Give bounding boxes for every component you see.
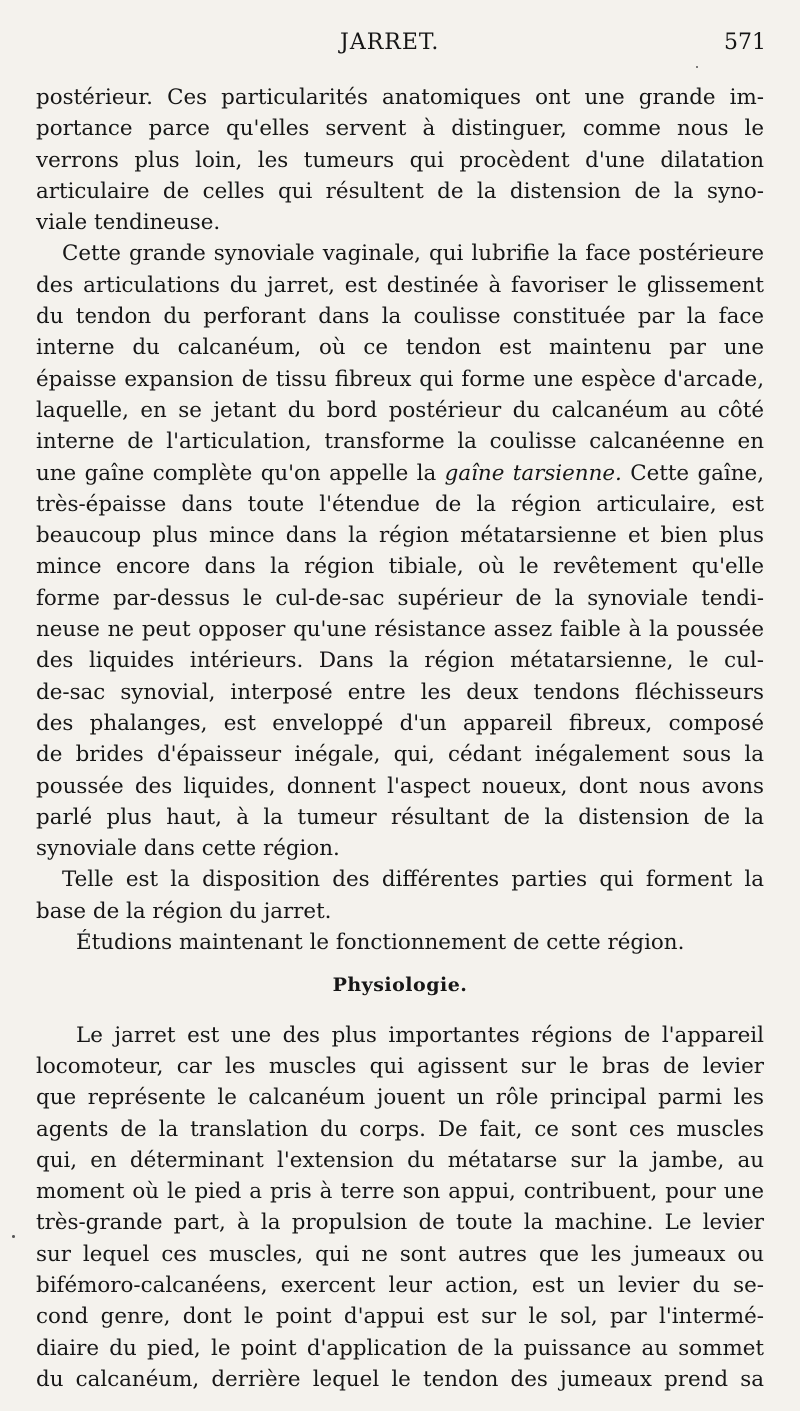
paragraph-disposition [36,864,764,927]
body-text [36,82,764,1395]
paragraph-physiologie [36,1020,764,1396]
text-line: bifémoro-calcanéens, exercent leur action, est un levier du se- [36,1272,764,1298]
text-line: qui, en déterminant l'extension du métatarse sur la jambe, au [36,1147,764,1173]
print-speck [696,66,698,68]
text-line: cond genre, dont le point d'appui est sur le sol, par l'intermé- [36,1304,764,1330]
paragraph-continuation [36,82,764,238]
text-line: interne du calcanéum, où ce tendon est maintenu par une [36,335,764,361]
text-line: agents de la translation du corps. De fait, ce sont ces muscles [36,1116,764,1142]
text-line: de-sac synovial, interposé entre les deux tendons fléchisseurs [36,679,764,705]
text-line: locomoteur, car les muscles qui agissent sur le bras de levier [36,1053,764,1079]
running-header [0,30,800,64]
text-line: des liquides intérieurs. Dans la région métatarsienne, le cul- [36,648,764,674]
text-line: synoviale dans cette région. [36,836,340,862]
text-line: laquelle, en se jetant du bord postérieur du calcanéum au côté [36,397,764,423]
text-line: postérieur. Ces particularités anatomiques ont une grande im- [36,85,764,110]
text-line: des articulations du jarret, est destinée à favoriser le glissement [36,272,764,298]
text-line: moment où le pied a pris à terre son appui, contribuent, pour une [36,1179,764,1205]
text-line: sur lequel ces muscles, qui ne sont autres que les jumeaux ou [36,1241,764,1267]
text-line-with-italic [36,458,764,489]
italic-term: gaîne tarsienne. [444,460,622,486]
print-speck [12,1235,15,1238]
text-line: Cette grande synoviale vaginale, qui lubrifie la face postérieure [62,241,764,267]
text-line: du tendon du perforant dans la coulisse constituée par la face [36,304,764,330]
text-line: des phalanges, est enveloppé d'un appareil fibreux, composé [36,710,764,736]
text-run: Cette gaîne, [621,460,764,486]
text-line: Étudions maintenant le fonctionnement de cette région. [76,930,685,956]
text-line: neuse ne peut opposer qu'une résistance assez faible à la poussée [36,617,764,643]
text-line: du calcanéum, derrière lequel le tendon des jumeaux prend sa [36,1366,764,1392]
paragraph-transition [36,927,764,958]
text-line: très-épaisse dans toute l'étendue de la région articulaire, est [36,491,764,517]
text-line: poussée des liquides, donnent l'aspect noueux, dont nous avons [36,773,764,799]
paragraph-synoviale [36,238,764,864]
text-line: parlé plus haut, à la tumeur résultant de la distension de la [36,804,764,830]
text-line: interne de l'articulation, transforme la coulisse calcanéenne en [36,429,764,455]
text-run: une gaîne complète qu'on appelle la [36,460,445,486]
text-line: de brides d'épaisseur inégale, qui, cédant inégalement sous la [36,742,764,768]
text-line: diaire du pied, le point d'application de la puissance au sommet [36,1335,764,1361]
text-line: Telle est la disposition des différentes parties qui forment la [62,867,764,893]
text-line: viale tendineuse. [36,210,221,236]
text-line: très-grande part, à la propulsion de toute la machine. Le levier [36,1210,764,1236]
text-line: Le jarret est une des plus importantes régions de l'appareil [76,1022,764,1048]
text-line: portance parce qu'elles servent à distinguer, comme nous le [36,116,764,142]
running-title: JARRET. [340,30,440,55]
text-line: beaucoup plus mince dans la région métatarsienne et bien plus [36,523,764,549]
section-heading: Physiologie. [332,974,468,997]
page-number: 571 [724,30,766,55]
text-line: mince encore dans la région tibiale, où le revêtement qu'elle [36,554,764,580]
text-line: que représente le calcanéum jouent un rôle principal parmi les [36,1085,764,1111]
text-line: articulaire de celles qui résultent de la distension de la syno- [36,178,764,204]
text-line: épaisse expansion de tissu fibreux qui forme une espèce d'arcade, [36,366,764,392]
text-line: verrons plus loin, les tumeurs qui procèdent d'une dilatation [36,147,764,173]
text-line: forme par-dessus le cul-de-sac supérieur de la synoviale tendi- [36,585,764,611]
text-line: base de la région du jarret. [36,898,332,924]
